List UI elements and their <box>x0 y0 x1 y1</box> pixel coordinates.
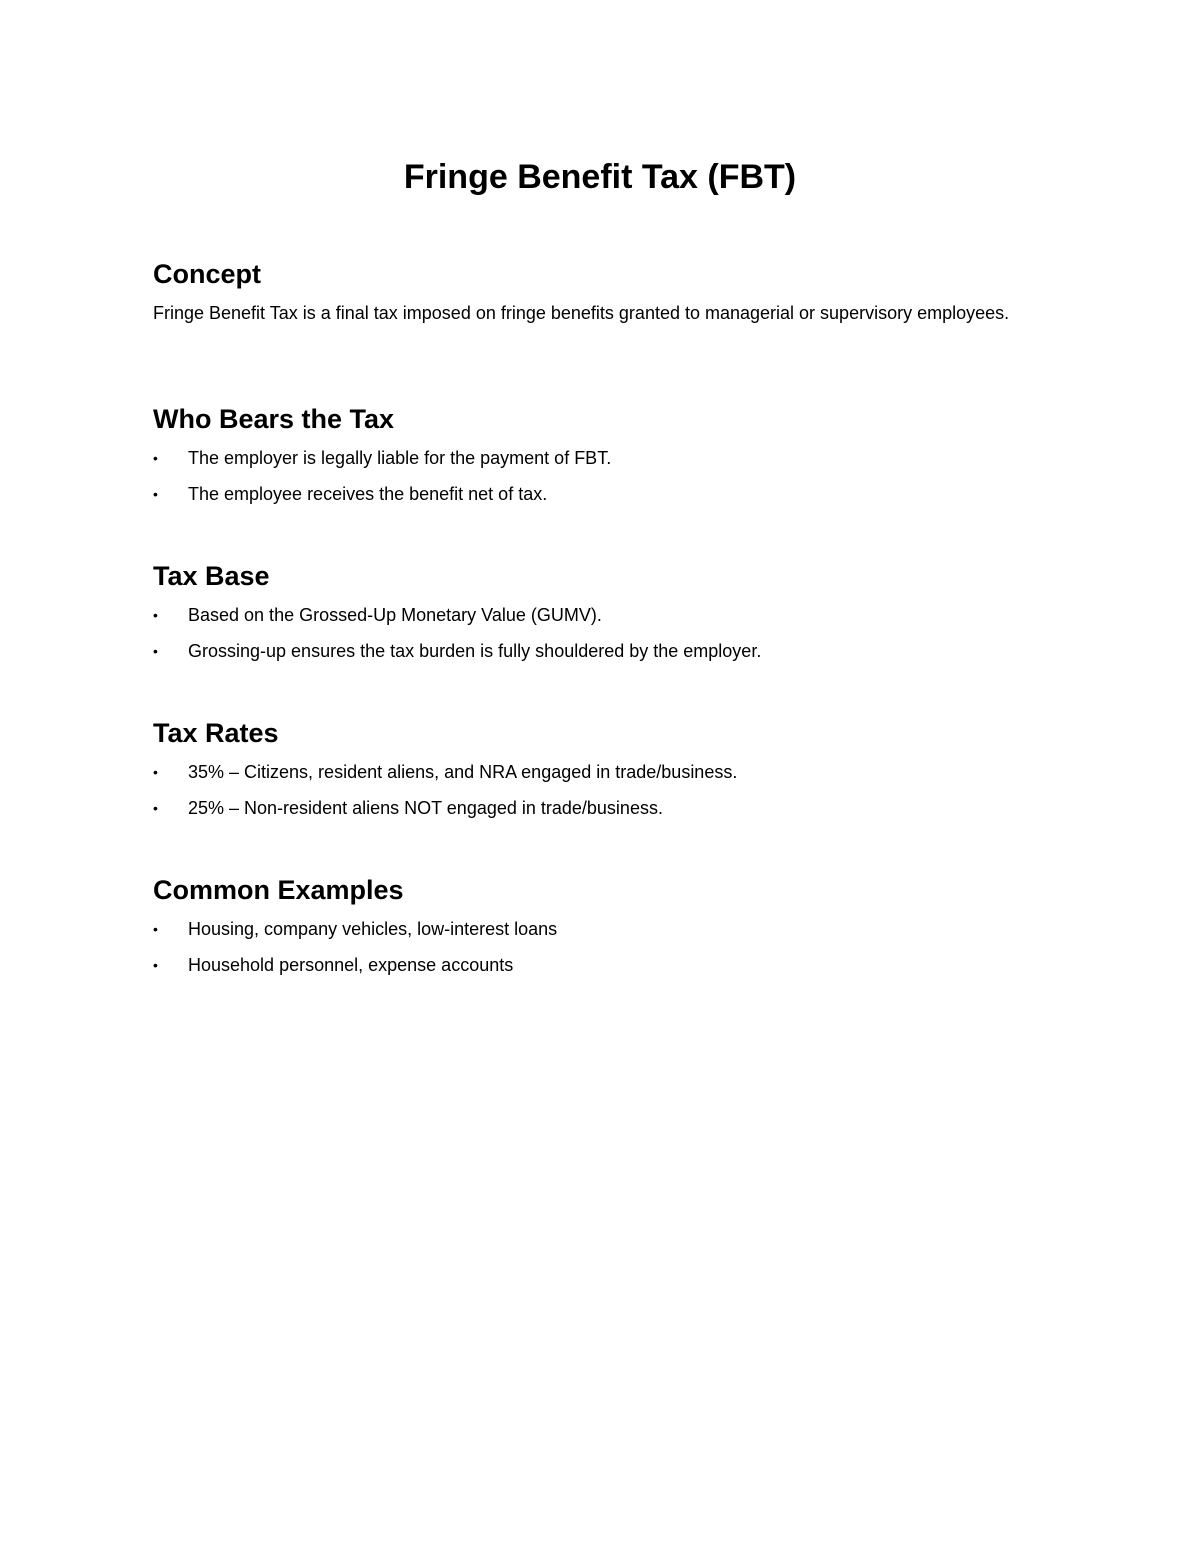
section-tax-rates <box>153 715 1013 833</box>
bullet-icon: • <box>153 643 158 659</box>
bullet-icon: • <box>153 800 158 816</box>
bullet-icon: • <box>153 921 158 937</box>
bullet-list-who-bears-the-tax <box>153 447 1013 506</box>
list-item <box>153 761 1013 784</box>
list-item-text: The employer is legally liable for the payment of FBT. <box>188 448 612 468</box>
bullet-list-tax-rates <box>153 761 1013 820</box>
document-title: Fringe Benefit Tax (FBT) <box>403 158 797 196</box>
section-heading-concept: Concept <box>153 259 261 289</box>
bullet-icon: • <box>153 764 158 780</box>
section-who-bears-the-tax <box>153 401 1013 519</box>
list-item-text: 25% – Non-resident aliens NOT engaged in trade/business. <box>188 798 663 818</box>
section-heading-common-examples: Common Examples <box>153 875 404 905</box>
list-item <box>153 640 1013 663</box>
list-item <box>153 483 1013 506</box>
list-item <box>153 797 1013 820</box>
bullet-list-common-examples <box>153 918 1013 977</box>
list-item-text: Household personnel, expense accounts <box>188 955 514 975</box>
bullet-icon: • <box>153 957 158 973</box>
bullet-icon: • <box>153 607 158 623</box>
section-common-examples <box>153 872 1013 990</box>
section-heading-tax-rates: Tax Rates <box>153 718 279 748</box>
list-item <box>153 447 1013 470</box>
list-item-text: The employee receives the benefit net of tax. <box>188 484 548 504</box>
section-heading-who-bears-the-tax: Who Bears the Tax <box>153 404 395 434</box>
list-item-text: Grossing-up ensures the tax burden is fully shouldered by the employer. <box>188 641 762 661</box>
list-item-text: 35% – Citizens, resident aliens, and NRA engaged in trade/business. <box>188 762 738 782</box>
section-tax-base <box>153 558 1013 676</box>
section-heading-tax-base: Tax Base <box>153 561 270 591</box>
bullet-icon: • <box>153 486 158 502</box>
section-concept <box>153 256 1013 325</box>
list-item <box>153 954 1013 977</box>
bullet-list-tax-base <box>153 604 1013 663</box>
list-item-text: Housing, company vehicles, low-interest loans <box>188 919 558 939</box>
list-item <box>153 604 1013 627</box>
concept-paragraph: Fringe Benefit Tax is a final tax imposed on fringe benefits granted to managerial or supervisory employees. <box>153 303 1010 323</box>
list-item-text: Based on the Grossed-Up Monetary Value (GUMV). <box>188 605 602 625</box>
list-item <box>153 918 1013 941</box>
bullet-icon: • <box>153 450 158 466</box>
